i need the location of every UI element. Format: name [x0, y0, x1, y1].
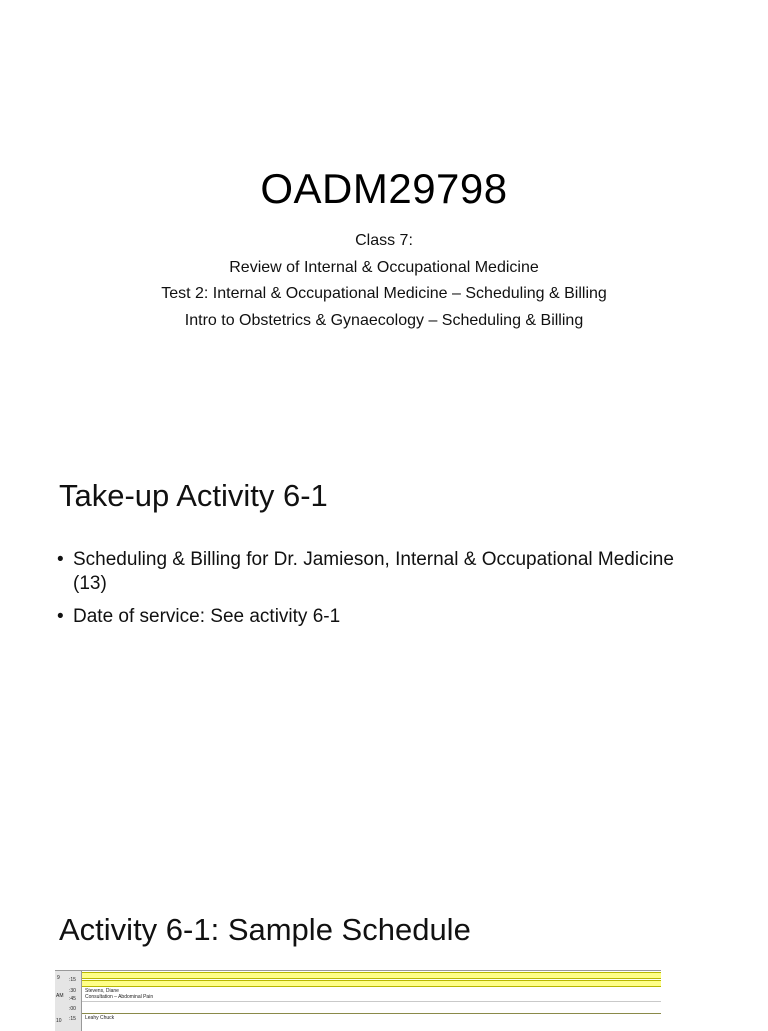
hour-label: AM	[56, 993, 64, 999]
bullet-list	[57, 548, 697, 638]
class-subtitle	[0, 228, 768, 334]
minute-label: :45	[69, 996, 76, 1002]
schedule-image	[55, 970, 661, 1031]
appointment-entry: Leahy Chuck	[85, 1015, 115, 1021]
appointment-entry: Stevens, Diane	[85, 988, 119, 994]
hour-label: 9	[57, 975, 60, 981]
slide-heading: Activity 6-1: Sample Schedule	[59, 912, 471, 947]
minute-label: :00	[69, 1006, 76, 1012]
minute-label: :30	[69, 988, 76, 994]
hour-label: 10	[56, 1018, 62, 1024]
title-slide	[0, 0, 768, 420]
row-divider	[82, 1001, 661, 1002]
slide-heading: Take-up Activity 6-1	[59, 478, 328, 513]
course-code-title: OADM29798	[260, 165, 508, 212]
bullet-item	[57, 548, 697, 596]
subtitle-line: Test 2: Internal & Occupational Medicine – Scheduling & Billing	[161, 285, 607, 302]
highlight-row	[82, 980, 661, 987]
bullet-icon: •	[57, 606, 64, 627]
appointment-entry: Consultation – Abdominal Pain	[85, 994, 154, 1000]
minute-label: :15	[69, 977, 76, 983]
bullet-text: Scheduling & Billing for Dr. Jamieson, Internal & Occupational Medicine (13)	[73, 549, 674, 594]
bullet-text: Date of service: See activity 6-1	[73, 606, 341, 627]
subtitle-line: Intro to Obstetrics & Gynaecology – Scheduling & Billing	[184, 311, 584, 329]
bullet-icon: •	[57, 549, 64, 570]
highlight-row	[82, 972, 661, 979]
time-column	[55, 971, 82, 1031]
take-up-slide	[0, 430, 768, 860]
subtitle-line: Review of Internal & Occupational Medicine	[229, 258, 539, 276]
bullet-item	[57, 605, 697, 629]
row-divider	[82, 1013, 661, 1014]
sample-schedule-slide	[0, 870, 768, 1024]
subtitle-line: Class 7:	[355, 232, 413, 249]
minute-label: :15	[69, 1016, 76, 1022]
